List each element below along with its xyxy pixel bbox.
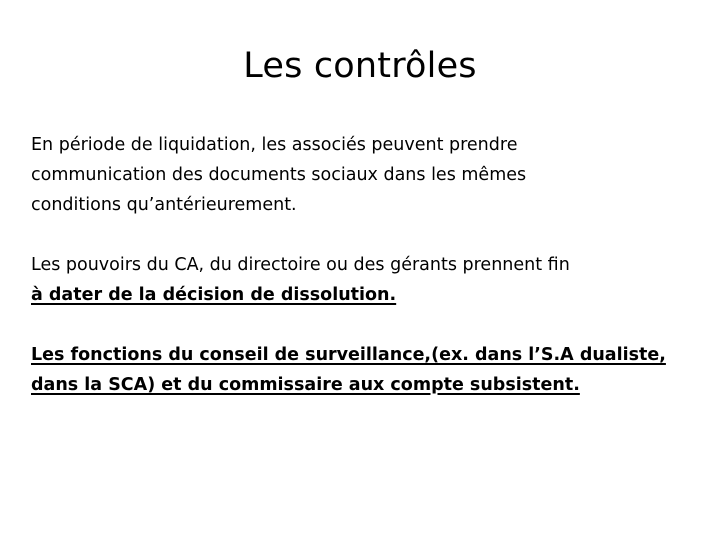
paragraph-powers: [31, 250, 691, 310]
emphasized-line: Les fonctions du conseil de surveillance,(ex. dans l’S.A dualiste,: [31, 345, 666, 365]
paragraph-line: Les pouvoirs du CA, du directoire ou des gérants prennent fin: [31, 255, 570, 275]
paragraph-functions: [31, 340, 691, 400]
paragraph-documents: [31, 130, 691, 220]
paragraph-line: conditions qu’antérieurement.: [31, 195, 297, 215]
paragraph-line: communication des documents sociaux dans les mêmes: [31, 165, 527, 185]
slide-title: Les contrôles: [243, 46, 477, 86]
emphasized-line: à dater de la décision de dissolution.: [31, 285, 397, 305]
paragraph-line: En période de liquidation, les associés peuvent prendre: [31, 135, 518, 155]
emphasized-line: dans la SCA) et du commissaire aux compte subsistent.: [31, 375, 580, 395]
slide-body: [31, 130, 691, 430]
